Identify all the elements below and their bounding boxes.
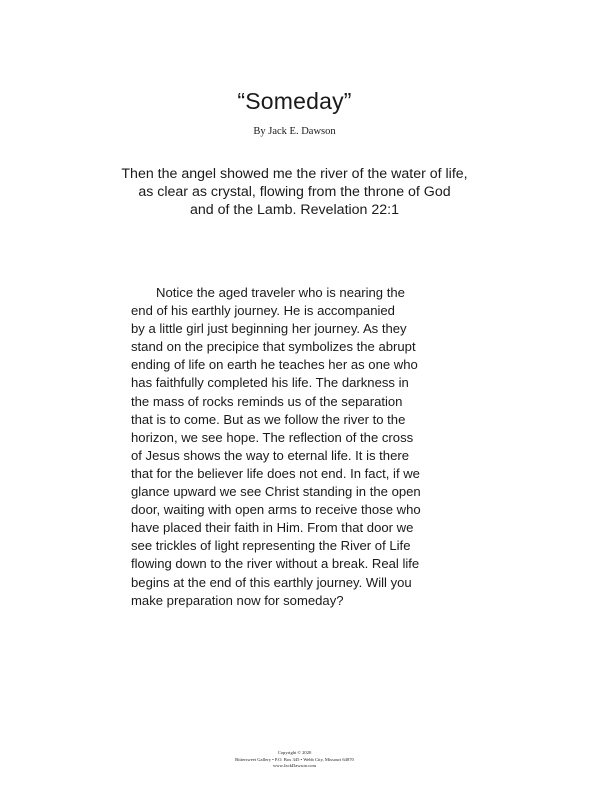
body-line: see trickles of light representing the River of Life [131, 538, 411, 554]
body-line: door, waiting with open arms to receive those who [131, 502, 421, 518]
body-line: glance upward we see Christ standing in the open [131, 484, 421, 500]
body-line: by a little girl just beginning her journey. As they [131, 321, 407, 337]
scripture-line: Then the angel showed me the river of the water of life, [121, 166, 468, 182]
scripture-quote [0, 165, 589, 219]
body-line: have placed their faith in Him. From that door we [131, 520, 414, 536]
copyright-footer [0, 750, 589, 770]
body-line: Notice the aged traveler who is nearing the [156, 285, 405, 300]
body-line: stand on the precipice that symbolizes the abrupt [131, 339, 416, 355]
body-line: end of his earthly journey. He is accompanied [131, 303, 395, 319]
copyright-line: Copyright © 2020 [277, 750, 312, 755]
body-line: of Jesus shows the way to eternal life. It is there [131, 447, 410, 463]
author-byline: By Jack E. Dawson [253, 126, 336, 137]
body-line: begins at the end of this earthly journey. Will you [131, 574, 412, 590]
body-line: that is to come. But as we follow the river to the [131, 411, 406, 427]
body-paragraph [131, 284, 461, 610]
address-line: Bittersweet Gallery • P.O. Box 345 • Webb City, Missouri 64870 [235, 756, 354, 762]
body-line: flowing down to the river without a break. Real life [131, 556, 420, 572]
scripture-line: as clear as crystal, flowing from the throne of God [138, 184, 451, 200]
body-line: horizon, we see hope. The reflection of the cross [131, 429, 414, 445]
page-title: “Someday” [237, 88, 352, 114]
body-line: the mass of rocks reminds us of the separation [131, 393, 403, 409]
body-line: make preparation now for someday? [131, 592, 344, 608]
body-line: has faithfully completed his life. The darkness in [131, 375, 409, 391]
body-line: that for the believer life does not end. In fact, if we [131, 465, 420, 481]
body-line: ending of life on earth he teaches her as one who [131, 357, 418, 373]
website-link[interactable]: www.JackDawson.com [272, 763, 317, 769]
scripture-line: and of the Lamb. Revelation 22:1 [189, 202, 400, 218]
